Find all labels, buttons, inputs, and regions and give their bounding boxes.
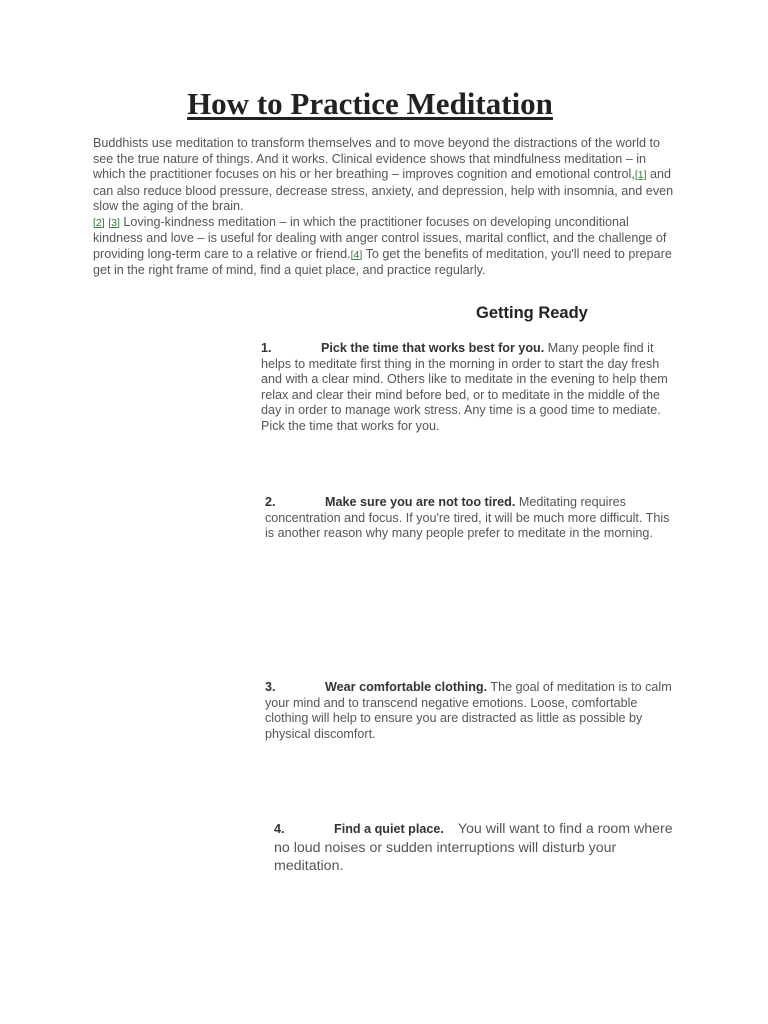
step-body: The goal of meditation is to calm your mind and to transcend negative emotions. Loose, comfortable clothing will help to ensure you are distracted as little as possible by physical discomfort. — [265, 680, 672, 741]
page-title: How to Practice Meditation — [187, 86, 553, 121]
section-heading-getting-ready: Getting Ready — [476, 304, 588, 322]
step-lead: Pick the time that works best for you. — [321, 341, 545, 355]
intro-text-1: Buddhists use meditation to transform themselves and to move beyond the distractions of the world to see the true nature of things. And it works. Clinical evidence shows that mindfulness meditation – in which the practitioner focuses on his or her breathing – improves cognition and emotional control, — [93, 136, 661, 181]
step-number: 2. — [265, 495, 276, 509]
footnote-link-1[interactable]: [1] — [634, 169, 647, 181]
list-item — [274, 820, 674, 876]
step-body: You will want to find a room where no loud noises or sudden interruptions will disturb your meditation. — [274, 821, 673, 874]
step-body: Meditating requires concentration and focus. If you're tired, it will be much more difficult. This is another reason why many people prefer to meditate in the morning. — [265, 495, 670, 540]
step-lead: Find a quiet place. — [334, 822, 444, 836]
step-number: 3. — [265, 680, 276, 694]
footnote-link-3[interactable]: [3] — [108, 216, 120, 229]
step-body: Many people find it helps to meditate first thing in the morning in order to start the day fresh and with a clear mind. Others like to meditate in the evening to help them relax and clear their mind before bed, or to meditate in the middle of the day in order to manage work stress. Any time is a good time to mediate. Pick the time that works for you. — [261, 341, 668, 433]
footnote-link-2[interactable]: [2] — [93, 216, 105, 229]
intro-text-4: To get the benefits of meditation, you'll need to prepare get in the right frame of mind, find a quiet place, and practice regularly. — [93, 246, 672, 277]
step-lead: Wear comfortable clothing. — [325, 680, 488, 694]
list-item — [265, 495, 676, 542]
list-item — [261, 341, 676, 434]
step-number: 1. — [261, 341, 272, 355]
step-lead: Make sure you are not too tired. — [325, 495, 516, 509]
intro-paragraph — [93, 136, 678, 279]
intro-text-3: Loving-kindness meditation – in which the practitioner focuses on developing unconditional kindness and love – is useful for dealing with anger control issues, marital conflict, and the challenge of providing long-term care to a relative or friend. — [93, 214, 667, 261]
list-item — [265, 680, 676, 742]
intro-text-2: and can also reduce blood pressure, decrease stress, anxiety, and depression, help with insomnia, and even slow the aging of the brain. — [93, 167, 674, 213]
footnote-link-4[interactable]: [4] — [350, 248, 363, 261]
step-number: 4. — [274, 822, 285, 836]
